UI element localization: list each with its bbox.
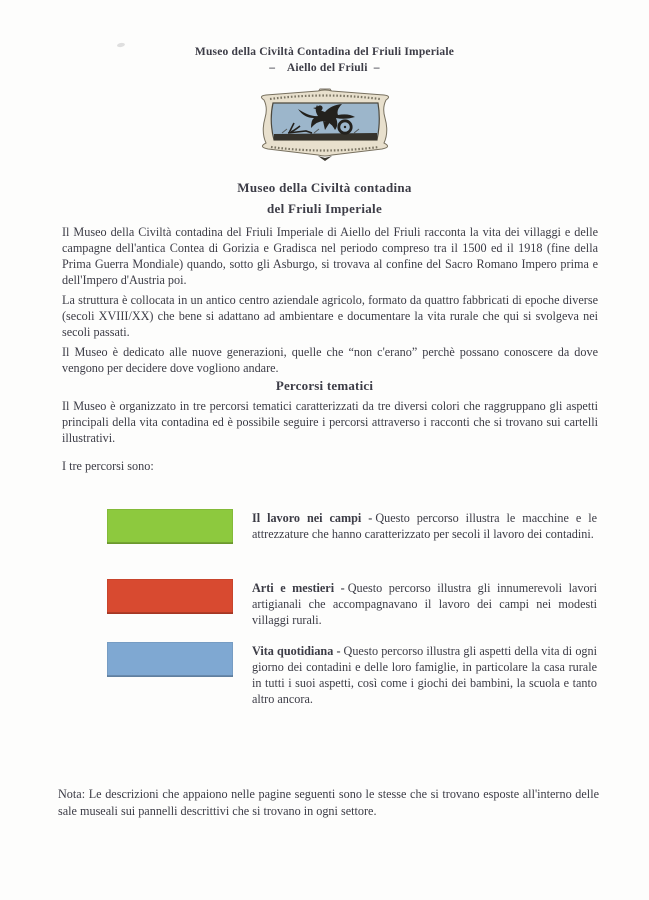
document-title-line2: del Friuli Imperiale <box>266 201 383 216</box>
percorso-description: Questo percorso illustra gli innumerevoli lavori artigianali che accompagnavano il lavoro dei campi nei modesti villaggi rurali. <box>252 581 598 627</box>
percorsi-lead-in: I tre percorsi sono: <box>62 459 154 473</box>
percorso-row-lavoro <box>107 509 597 544</box>
percorso-row-arti <box>107 579 597 628</box>
percorso-label: Il lavoro nei campi - <box>252 511 373 525</box>
intro-section <box>62 224 598 380</box>
footer-note: Nota: Le descrizioni che appaiono nelle pagine seguenti sono le stesse che si trovano esposte all'interno delle sale museali sui pannelli descrittivi che si trovano in ogni settore. <box>58 787 599 818</box>
document-title-line1: Museo della Civiltà contadina <box>237 180 412 195</box>
document-title <box>0 177 649 219</box>
header-title: Museo della Civiltà Contadina del Friuli Imperiale <box>194 46 455 58</box>
header-subtitle: – Aiello del Friuli – <box>269 62 380 74</box>
percorso-text <box>252 643 597 707</box>
percorso-label: Arti e mestieri - <box>252 581 345 595</box>
percorsi-heading: Percorsi tematici <box>275 378 374 393</box>
document-header <box>0 44 649 76</box>
logo-container <box>0 88 649 162</box>
museum-emblem-logo <box>254 88 396 162</box>
color-swatch-red <box>107 579 233 614</box>
percorso-text <box>252 510 597 542</box>
intro-paragraph-2: La struttura è collocata in un antico centro aziendale agricolo, formato da quattro fabbricati di epoche diverse (secoli XVIII/XX) che bene si adattano ad ambientare e documentare la vita rurale che qui si svolgeva nei secoli passati. <box>62 293 598 339</box>
percorso-text <box>252 580 597 628</box>
intro-paragraph-3: Il Museo è dedicato alle nuove generazioni, quelle che “non c'erano” perchè possano conoscere da dove vengono per decidere dove vogliono andare. <box>62 345 598 375</box>
percorsi-intro: Il Museo è organizzato in tre percorsi tematici caratterizzati da tre diversi colori che raggruppano gli aspetti principali della vita contadina ed è possibile seguire i percorsi attraverso i racconti che si trovano sui cartelli illustrativi. <box>62 399 598 445</box>
percorso-description: Questo percorso illustra gli aspetti della vita di ogni giorno dei contadini e delle loro famiglie, in particolare la casa rurale in tutti i suoi aspetti, così come i giochi dei bambini, la scuola e tanto altro ancora. <box>252 644 598 706</box>
intro-paragraph-1: Il Museo della Civiltà contadina del Friuli Imperiale di Aiello del Friuli racconta la vita dei villaggi e delle campagne dell'antica Contea di Gorizia e Gradisca nel periodo compreso tra il 1500 ed il 1918 (fine della Prima Guerra Mondiale) quando, sotto gli Asburgo, si trovava al confine del Sacro Romano Impero prima e dell'Impero d'Austria poi. <box>62 225 598 287</box>
emblem-ground <box>274 133 377 140</box>
percorso-label: Vita quotidiana - <box>252 644 341 658</box>
color-swatch-green <box>107 509 233 544</box>
color-swatch-blue <box>107 642 233 677</box>
percorso-row-vita <box>107 642 597 707</box>
percorso-description: Questo percorso illustra le macchine e le attrezzature che hanno caratterizzato per secoli il lavoro dei contadini. <box>252 511 598 541</box>
emblem-tassel <box>318 156 332 161</box>
